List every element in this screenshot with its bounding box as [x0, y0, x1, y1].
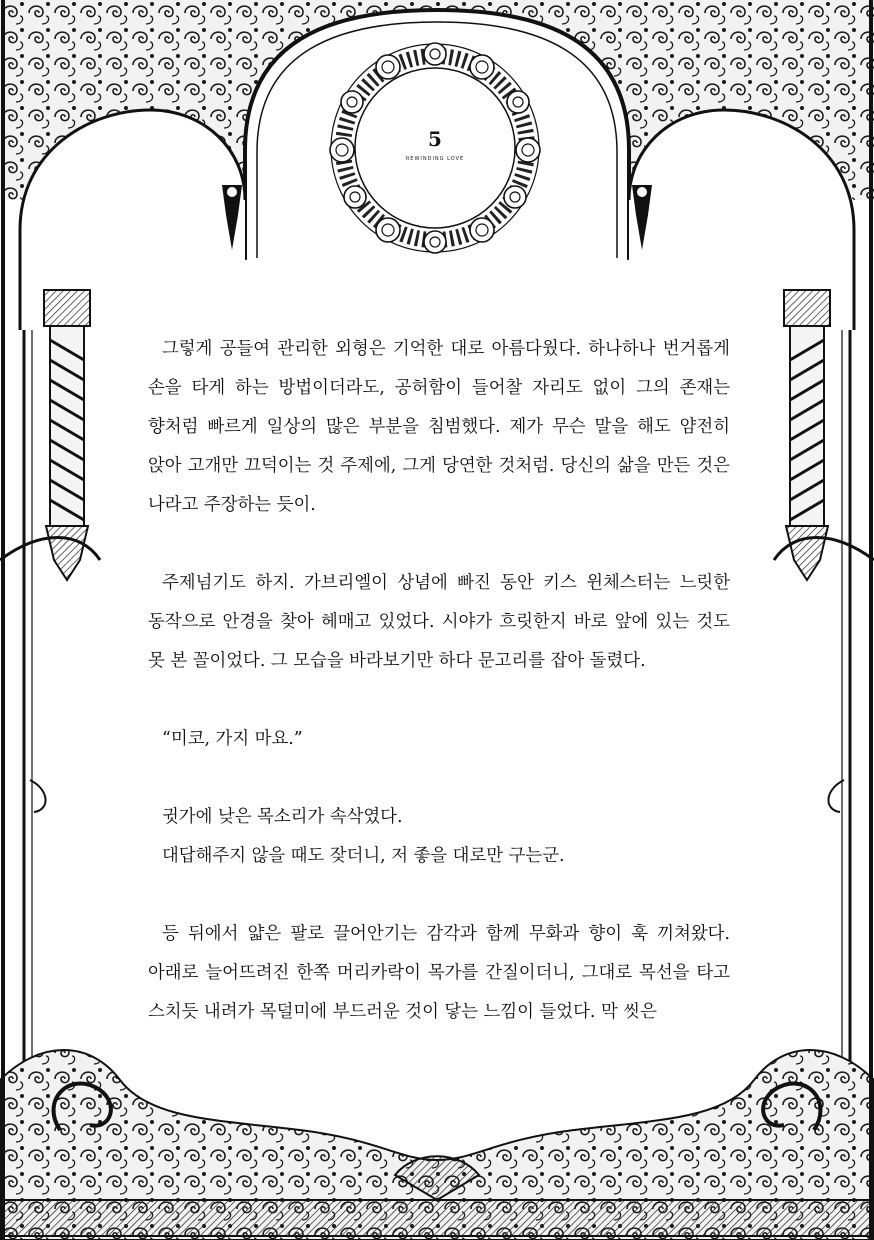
- chapter-number: 5: [428, 127, 442, 151]
- paragraph-5: 등 뒤에서 얇은 팔로 끌어안기는 감각과 함께 무화과 향이 훅 끼쳐왔다. 아래로 늘어뜨려진 한쪽 머리카락이 목가를 간질이더니, 그대로 목선을 타고 스치듯 내려가 목덜미에 부드러운 것이 닿는 느낌이 들었다. 막 씻은: [148, 924, 730, 1022]
- chapter-body: [148, 330, 730, 1032]
- chapter-subtitle: REWINDING LOVE: [405, 156, 465, 162]
- paragraph-4: 대답해주지 않을 때도 잦더니, 저 좋을 대로만 구는군.: [162, 846, 565, 866]
- paragraph-2: 주제넘기도 하지. 가브리엘이 상념에 빠진 동안 키스 윈체스터는 느릿한 동작으로 안경을 찾아 헤매고 있었다. 시야가 흐릿한지 바로 앞에 있는 것도 못 본 꼴이었다. 그 모습을 바라보기만 하다 문고리를 잡아 돌렸다.: [148, 573, 730, 671]
- paragraph-1: 그렇게 공들여 관리한 외형은 기억한 대로 아름다웠다. 하나하나 번거롭게 손을 타게 하는 방법이더라도, 공허함이 들어찰 자리도 없이 그의 존재는 향처럼 빠르게 일상의 많은 부분을 침범했다. 제가 무슨 말을 해도 얌전히 앉아 고개만 끄덕이는 것 주제에, 그게 당연한 것처럼. 당신의 삶을 만든 것은 나라고 주장하는 듯이.: [148, 339, 730, 515]
- chapter-wreath-emblem: [322, 40, 548, 256]
- paragraph-3: 귓가에 낮은 목소리가 속삭였다.: [162, 807, 403, 827]
- dialogue-line: “미코, 가지 마요.”: [162, 729, 303, 749]
